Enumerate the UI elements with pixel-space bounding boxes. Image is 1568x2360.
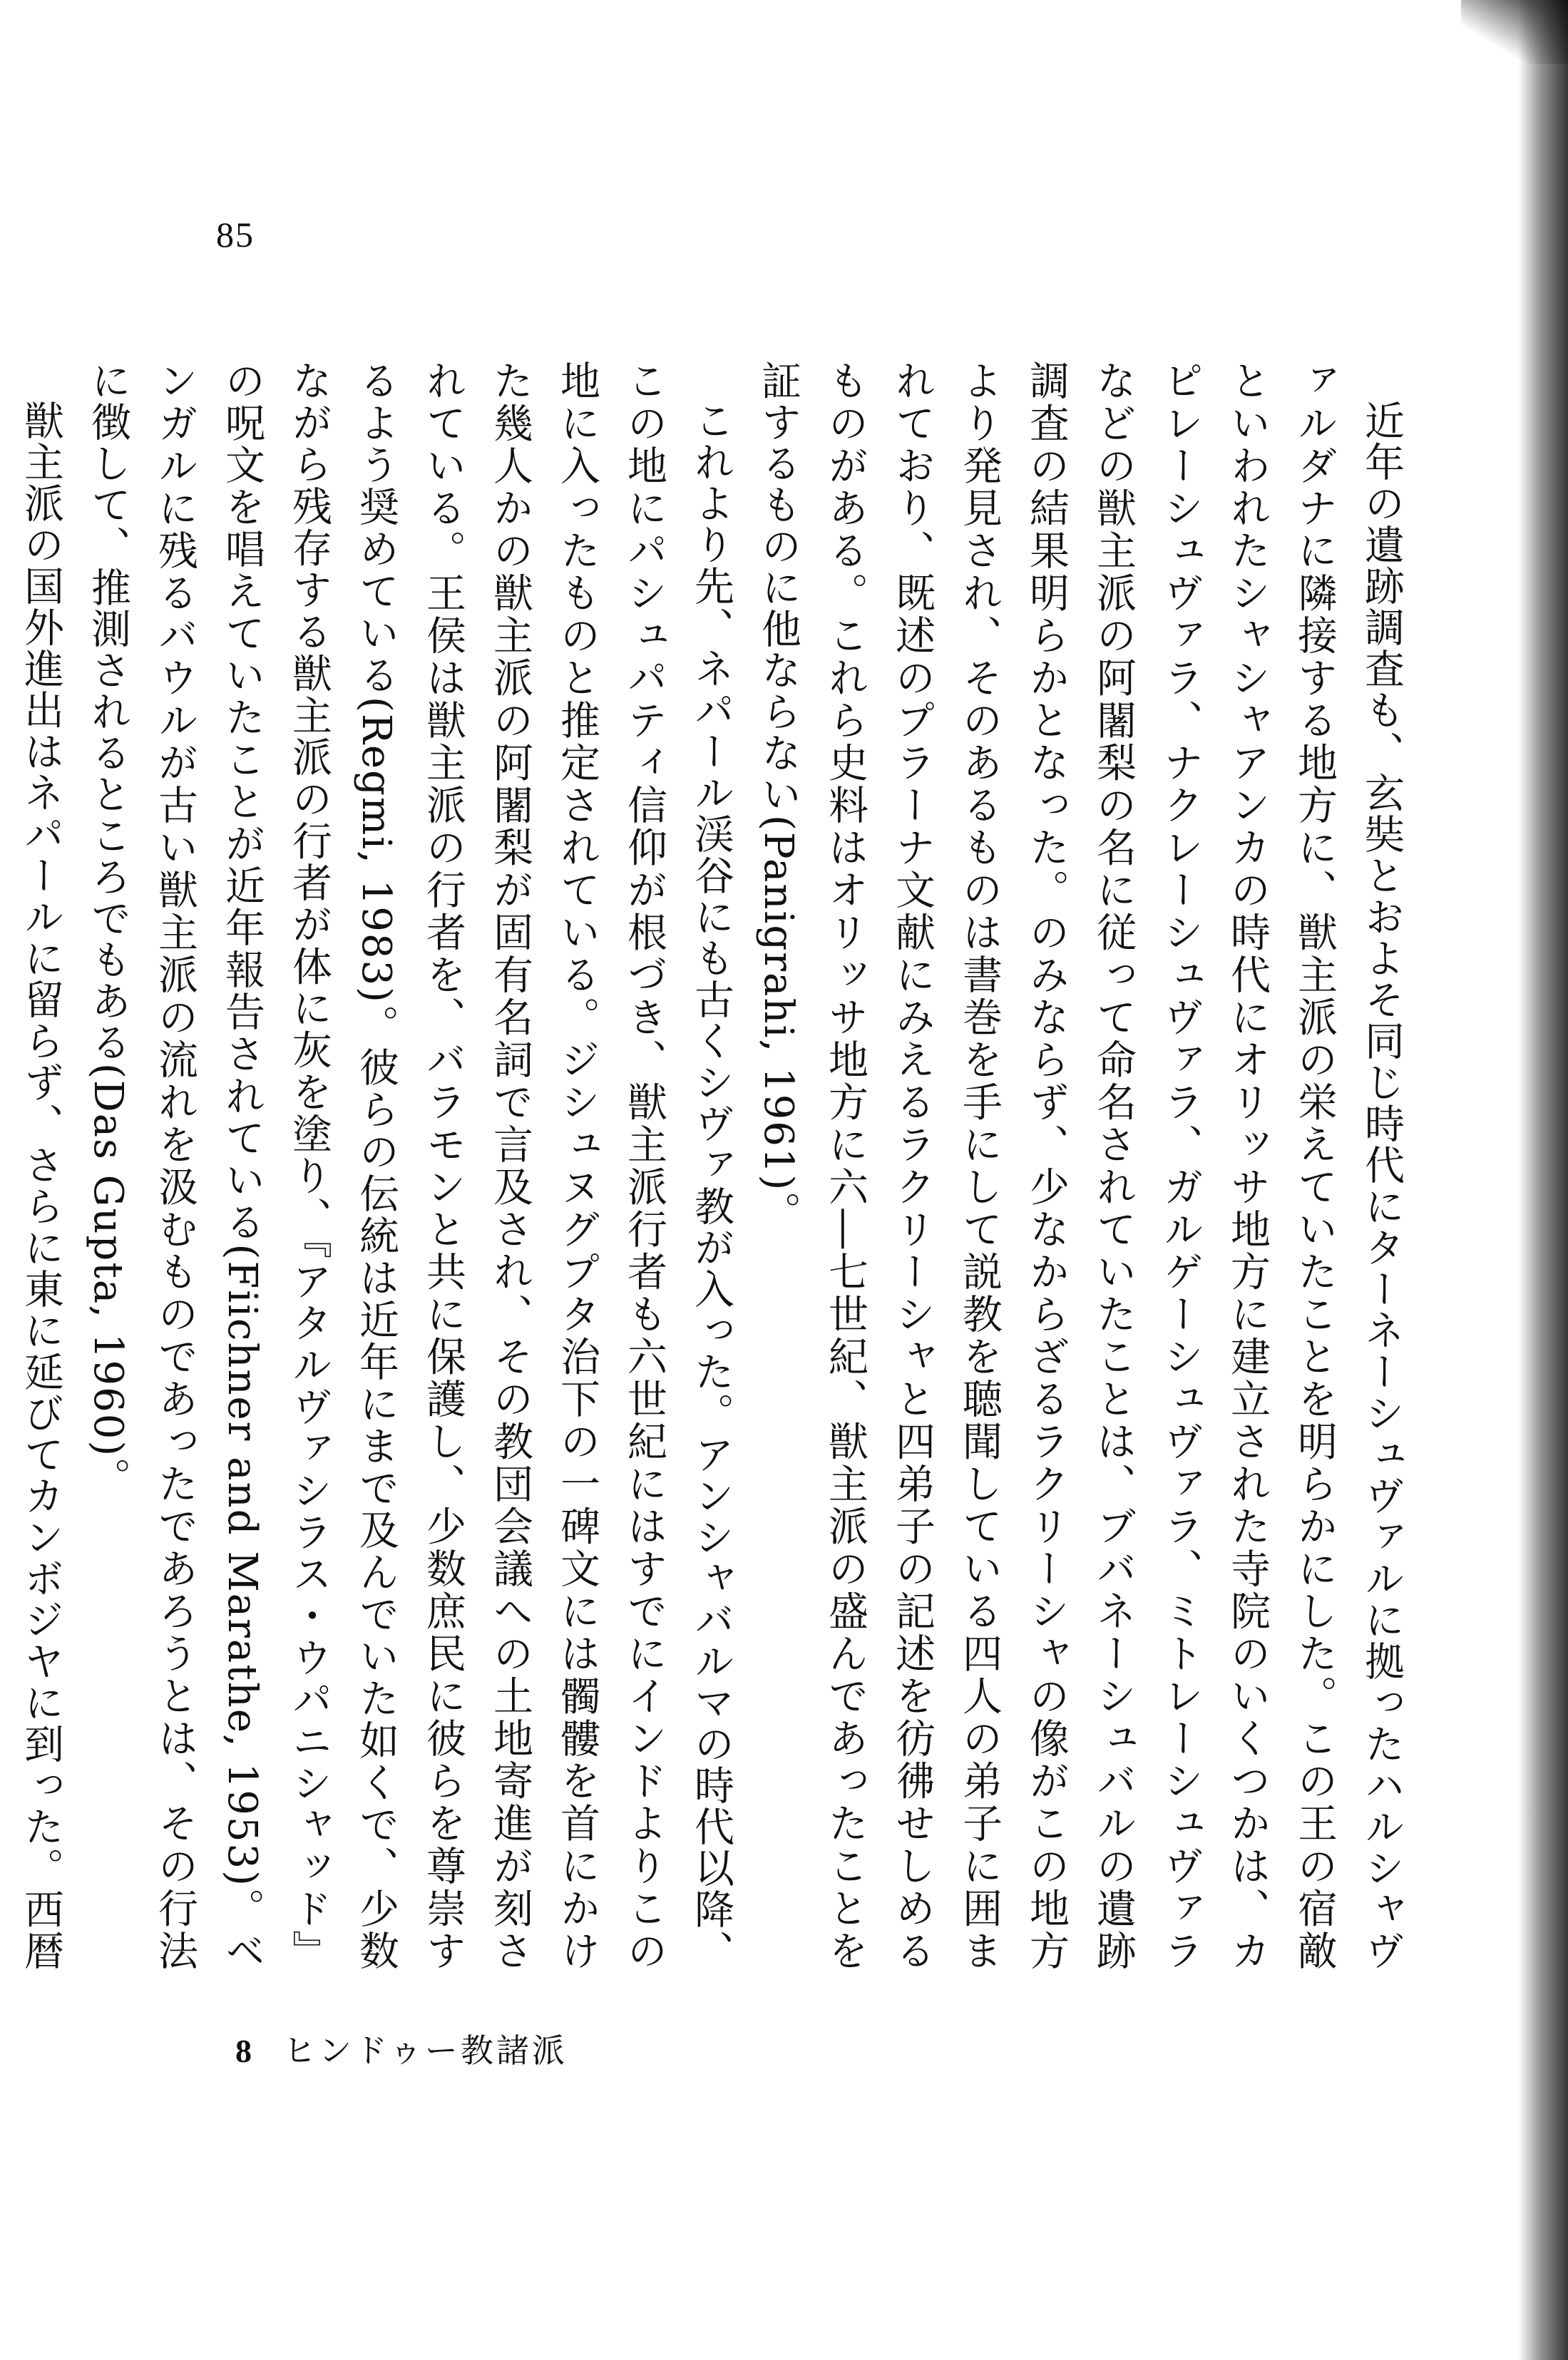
running-footer <box>235 2025 568 2072</box>
chapter-number: 8 <box>235 2033 255 2069</box>
scan-edge-shadow <box>1518 0 1568 2360</box>
paragraph-2: これより先、ネパール渓谷にも古くシヴァ教が入った。アンシャバルマの時代以降、この地にパシュパティ信仰が根づき、獣主派行者も六世紀にはすでにインドよりこの地に入ったものと推定されている。ジシュヌグプタ治下の一碑文には髑髏を首にかけた幾人かの獣主派の阿闍梨が固有名詞で言及され、その教団会議への土地寄進が刻されている。王侯は獣主派の行者を、バラモンと共に保護し、少数庶民に彼らを尊崇するよう奨めている(Regmi, 1983)。彼らの伝統は近年にまで及んでいた如くで、少数ながら残存する獣主派の行者が体に灰を塗り、『アタルヴァシラス・ウパニシャッド』の呪文を唱えていたことが近年報告されている(Fiichner and Marathe, 1953)。ベンガルに残るバウルが古い獣主派の流れを汲むものであったであろうとは、その行法に徴して、推測されるところでもある(Das Gupta, 1960)。 <box>85 360 734 1972</box>
paragraph-3: 獣主派の国外進出はネパールに留らず、さらに東に延びてカンボジヤに到った。西暦 <box>18 400 64 1971</box>
chapter-title: ヒンドゥー教諸派 <box>283 2031 568 2070</box>
paragraph-1: 近年の遺跡調査も、玄奘とおよそ同じ時代にターネーシュヴァルに拠ったハルシャヴァルダナに隣接する地方に、獣主派の栄えていたことを明らかにした。この王の宿敵といわれたシャシャアンカの時代にオリッサ地方に建立された寺院のいくつかは、カピレーシュヴァラ、ナクレーシュヴァラ、ガルゲーシュヴァラ、ミトレーシュヴァラなどの獣主派の阿闍梨の名に従って命名されていたことは、ブバネーシュバルの遺跡調査の結果明らかとなった。のみならず、少なからざるラクリーシャの像がこの地方より発見され、そのあるものは書巻を手にして説教を聴聞している四人の弟子に囲まれており、既述のプラーナ文献にみえるラクリーシャと四弟子の記述を彷彿せしめるものがある。これら史料はオリッサ地方に六―七世紀、獣主派の盛んであったことを証するものに他ならない(Panigrahi, 1961)。 <box>755 360 1405 1972</box>
page-number: 85 <box>216 215 255 255</box>
vertical-body-text <box>0 360 1415 1971</box>
